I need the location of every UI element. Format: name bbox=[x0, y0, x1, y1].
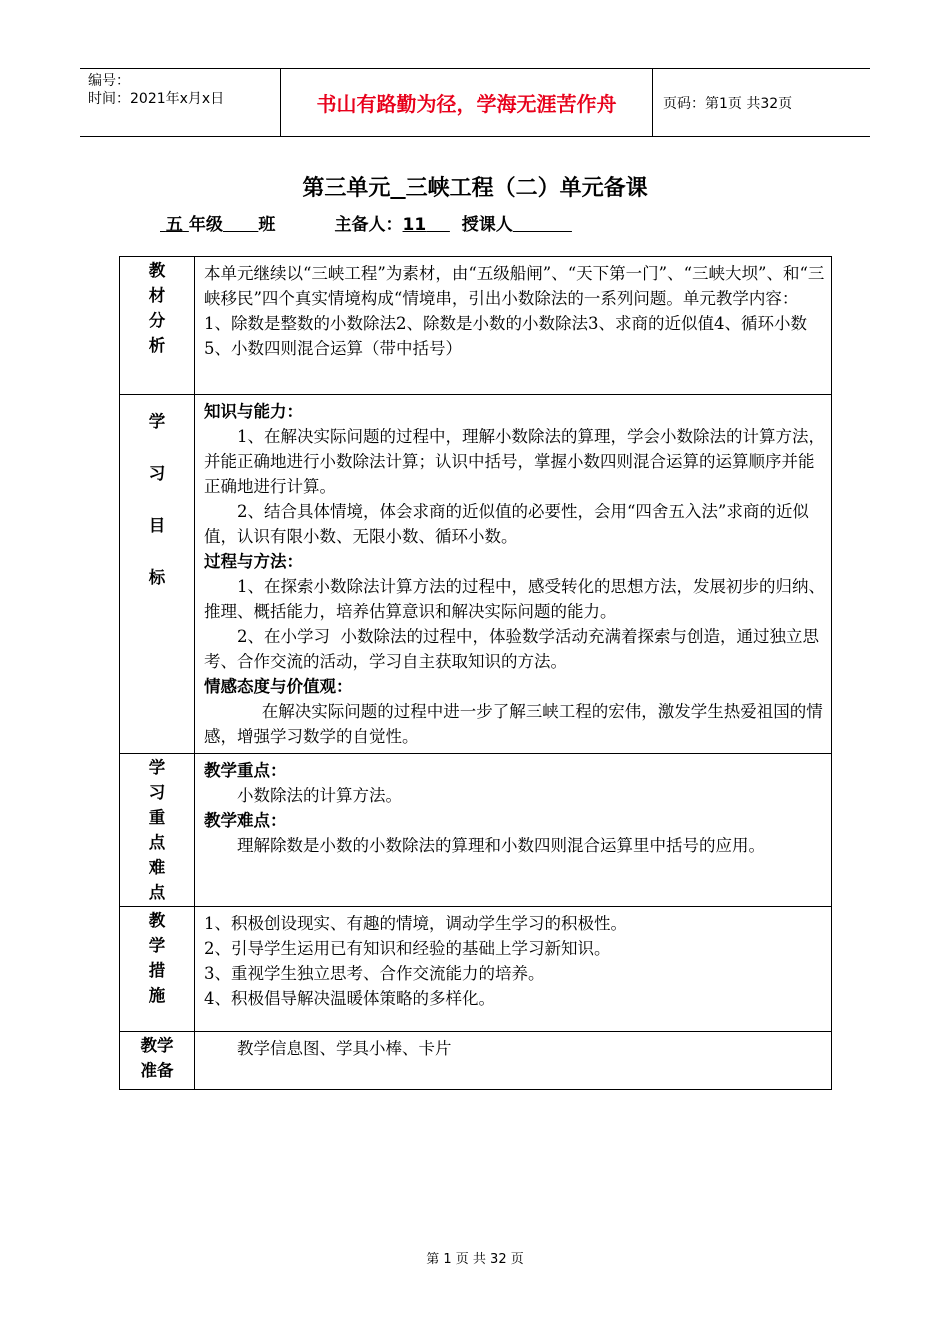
label-char: 标 bbox=[148, 568, 166, 587]
row-label bbox=[120, 1032, 195, 1090]
label-char: 点 bbox=[148, 883, 166, 902]
header-motto: 书山有路勤为径，学海无涯苦作舟 bbox=[281, 69, 653, 136]
label-char: 习 bbox=[148, 783, 166, 802]
label-char: 教 bbox=[148, 261, 166, 280]
class-blank bbox=[223, 215, 259, 235]
grade-value: 五 bbox=[165, 215, 183, 235]
label-char: 习 bbox=[148, 464, 166, 483]
difficulty-text: 理解除数是小数的小数除法的算理和小数四则混合运算里中括号的应用。 bbox=[237, 836, 765, 855]
label-char: 析 bbox=[148, 336, 166, 355]
row-material-analysis bbox=[120, 257, 832, 395]
row-teaching-measures bbox=[120, 907, 832, 1032]
learning-goals-content bbox=[195, 395, 832, 754]
title-gap bbox=[390, 176, 405, 201]
row-label bbox=[120, 754, 195, 907]
label-char: 点 bbox=[148, 833, 166, 852]
title-part1: 第三单元 bbox=[302, 176, 391, 201]
document-title bbox=[0, 171, 950, 202]
goal-heading: 知识与能力： bbox=[204, 402, 303, 421]
label-char: 难 bbox=[148, 858, 166, 877]
preparer-value: 11 bbox=[402, 215, 427, 235]
row-teaching-prep bbox=[120, 1032, 832, 1090]
goal-paragraph: 2、在小学习 小数除法的过程中，体验数学活动充满着探索与创造，通过独立思考、合作交流的活动，学习自主获取知识的方法。 bbox=[204, 627, 819, 671]
label-char: 学 bbox=[148, 936, 166, 955]
header-meta bbox=[80, 69, 281, 136]
row-label bbox=[120, 395, 195, 754]
label-char: 分 bbox=[148, 311, 166, 330]
label-char: 教学 bbox=[140, 1036, 174, 1055]
label-char: 材 bbox=[148, 286, 166, 305]
label-char: 目 bbox=[148, 516, 166, 535]
row-label bbox=[120, 257, 195, 395]
grade-label: 年级 bbox=[188, 215, 223, 235]
material-analysis-text: 本单元继续以“三峡工程”为素材，由“五级船闸”、“天下第一门”、“三峡大坝”、和“三峡移民”四个真实情境构成“情境串，引出小数除法的一系列问题。单元教学内容：1、除数是整数的小数除法2、除数是小数的小数除法3、求商的近似值4、循环小数5、小数四则混合运算（带中括号） bbox=[204, 264, 825, 358]
measure-item: 1、积极创设现实、有趣的情境，调动学生学习的积极性。 bbox=[204, 914, 627, 933]
teaching-prep-text: 教学信息图、学具小棒、卡片 bbox=[237, 1039, 452, 1058]
teaching-prep-content bbox=[195, 1032, 832, 1090]
number-label: 编号： bbox=[88, 73, 130, 89]
label-char: 重 bbox=[148, 808, 166, 827]
measure-item: 4、积极倡导解决温暖体策略的多样化。 bbox=[204, 989, 495, 1008]
difficulty-heading: 教学难点： bbox=[204, 811, 287, 830]
teacher-label: 授课人 bbox=[461, 215, 513, 235]
header-page-info: 页码：第1页 共32页 bbox=[663, 95, 793, 112]
goal-heading: 情感态度与价值观： bbox=[204, 677, 353, 696]
preparer-label: 主备人： bbox=[334, 215, 403, 235]
page-header bbox=[80, 68, 870, 137]
info-line bbox=[160, 210, 572, 235]
measure-item: 3、重视学生独立思考、合作交流能力的培养。 bbox=[204, 964, 545, 983]
row-learning-goals bbox=[120, 395, 832, 754]
time-label: 时间：2021年x月x日 bbox=[88, 91, 225, 107]
lesson-plan-table bbox=[119, 256, 832, 1090]
goal-paragraph: 1、在探索小数除法计算方法的过程中，感受转化的思想方法，发展初步的归纳、推理、概括能力，培养估算意识和解决实际问题的能力。 bbox=[204, 577, 825, 621]
row-label bbox=[120, 907, 195, 1032]
label-char: 学 bbox=[148, 412, 166, 431]
key-point-heading: 教学重点： bbox=[204, 761, 287, 780]
key-points-content bbox=[195, 754, 832, 907]
page-footer: 第 1 页 共 32 页 bbox=[426, 1252, 524, 1267]
label-char: 施 bbox=[148, 986, 166, 1005]
goal-paragraph: 1、在解决实际问题的过程中，理解小数除法的算理，学会小数除法的计算方法，并能正确地进行小数除法计算；认识中括号，掌握小数四则混合运算的运算顺序并能正确地进行计算。 bbox=[204, 427, 825, 496]
teaching-measures-content bbox=[195, 907, 832, 1032]
label-char: 准备 bbox=[140, 1061, 174, 1080]
material-analysis-content bbox=[195, 257, 832, 395]
goal-paragraph: 2、结合具体情境，体会求商的近似值的必要性，会用“四舍五入法”求商的近似值，认识有限小数、无限小数、循环小数。 bbox=[204, 502, 809, 546]
row-key-points bbox=[120, 754, 832, 907]
goal-heading: 过程与方法： bbox=[204, 552, 303, 571]
class-label: 班 bbox=[258, 215, 276, 235]
teacher-blank bbox=[513, 215, 572, 235]
label-char: 学 bbox=[148, 758, 166, 777]
goal-paragraph: 在解决实际问题的过程中进一步了解三峡工程的宏伟，激发学生热爱祖国的情感，增强学习数学的自觉性。 bbox=[204, 702, 823, 746]
measure-item: 2、引导学生运用已有知识和经验的基础上学习新知识。 bbox=[204, 939, 611, 958]
title-part2: 三峡工程（二）单元备课 bbox=[405, 176, 648, 201]
label-char: 措 bbox=[148, 961, 166, 980]
label-char: 教 bbox=[148, 911, 166, 930]
key-point-text: 小数除法的计算方法。 bbox=[237, 786, 402, 805]
